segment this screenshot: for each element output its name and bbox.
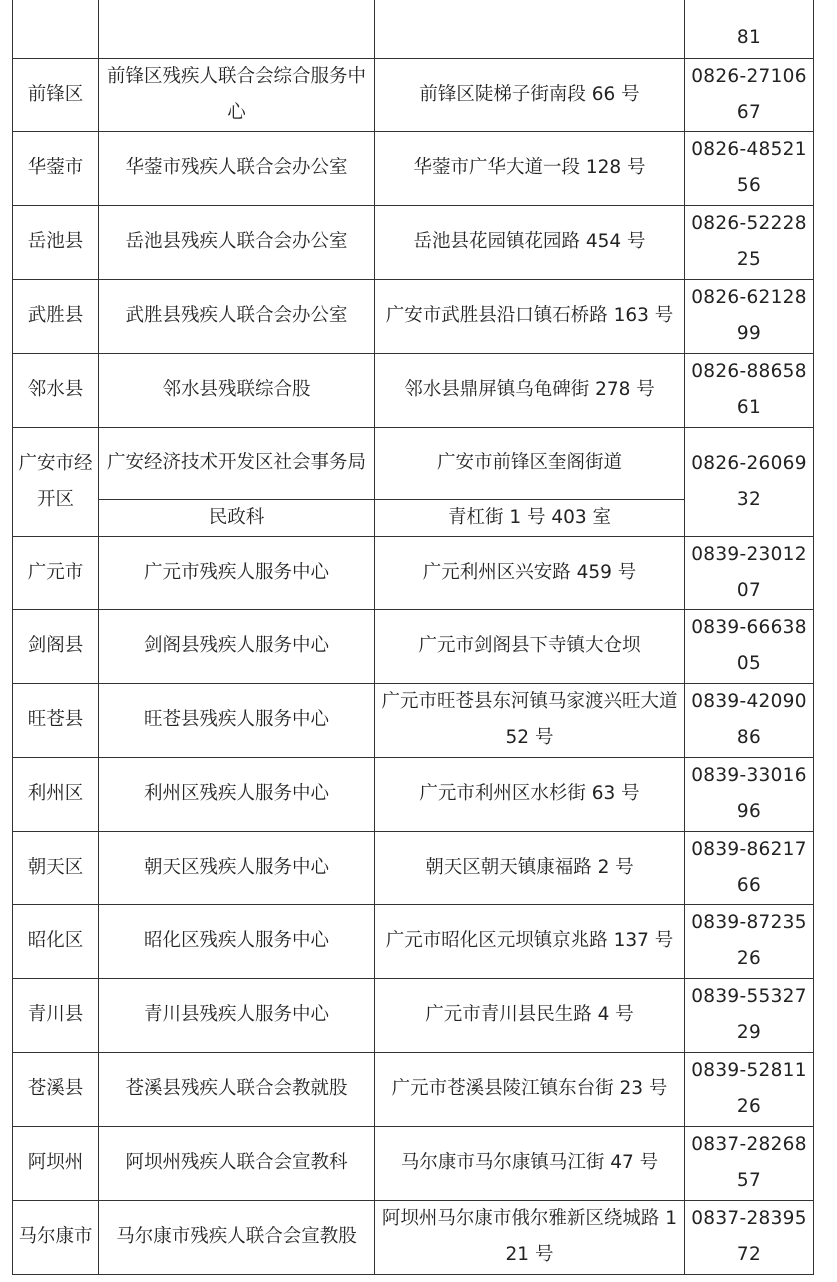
phone-cell [685,757,814,831]
phone-number-part1: 0826-62128 [691,287,807,308]
table-row [13,609,814,683]
phone-number-part2: 07 [736,579,762,601]
phone-cell [685,1200,814,1274]
phone-number-part1: 0837-28268 [691,1134,807,1155]
organization-cell: 青川县残疾人服务中心 [99,978,375,1052]
table-row [13,427,814,499]
address-cell: 前锋区陡梯子街南段 66 号 [375,58,685,131]
phone-number-part2: 57 [736,1170,762,1191]
phone-cell [685,904,814,978]
phone-number-part1: 0826-52228 [691,213,807,234]
address-cell: 岳池县花园镇花园路 454 号 [375,205,685,279]
table-row [13,904,814,978]
phone-number-part2: 26 [736,1096,762,1117]
region-cell: 昭化区 [13,904,99,978]
address-cell: 广元利州区兴安路 459 号 [375,536,685,609]
phone-number-part1: 0826-27106 [691,65,807,87]
region-cell: 青川县 [13,978,99,1052]
organization-cell: 岳池县残疾人联合会办公室 [99,205,375,279]
phone-cell [685,279,814,353]
region-cell: 武胜县 [13,279,99,353]
region-cell: 华蓥市 [13,131,99,205]
region-cell: 前锋区 [13,58,99,131]
phone-number-part2: 32 [736,488,762,510]
table-row [13,1052,814,1126]
region-cell: 旺苍县 [13,683,99,757]
phone-cell [685,609,814,683]
table-row [13,279,814,353]
phone-cell [685,131,814,205]
phone-cell [685,831,814,904]
phone-cell [685,353,814,427]
region-cell: 岳池县 [13,205,99,279]
address-cell: 广元市苍溪县陵江镇东台街 23 号 [375,1052,685,1126]
phone-number-part2: 29 [736,1022,762,1043]
phone-number-part2: 05 [736,653,762,674]
organization-cell: 旺苍县残疾人服务中心 [99,683,375,757]
table-row [13,1200,814,1274]
region-cell: 邻水县 [13,353,99,427]
phone-number-part1: 0826-88658 [691,361,807,382]
table-row [13,58,814,131]
table-row [13,757,814,831]
table-row [13,131,814,205]
organization-cell: 利州区残疾人服务中心 [99,757,375,831]
organization-cell: 剑阁县残疾人服务中心 [99,609,375,683]
region-cell: 朝天区 [13,831,99,904]
organization-cell: 民政科 [99,499,375,536]
phone-number-part1: 0839-86217 [691,838,807,860]
region-cell: 苍溪县 [13,1052,99,1126]
organization-cell: 前锋区残疾人联合会综合服务中心 [99,58,375,131]
organization-cell: 广安经济技术开发区社会事务局 [99,427,375,499]
phone-number-part1: 0839-87235 [691,912,807,933]
organization-cell: 马尔康市残疾人联合会宣教股 [99,1200,375,1274]
organization-cell: 武胜县残疾人联合会办公室 [99,279,375,353]
region-cell: 广元市 [13,536,99,609]
phone-number-part2: 67 [736,101,762,123]
organization-cell: 广元市残疾人服务中心 [99,536,375,609]
phone-number-part2: 66 [736,874,762,896]
phone-number-part2: 56 [736,175,762,196]
address-cell: 华蓥市广华大道一段 128 号 [375,131,685,205]
address-cell: 广安市前锋区奎阁街道 [375,427,685,499]
phone-cell [685,683,814,757]
address-cell: 广元市青川县民生路 4 号 [375,978,685,1052]
organization-cell: 阿坝州残疾人联合会宣教科 [99,1126,375,1200]
table-row [13,978,814,1052]
phone-number-part2: 72 [736,1244,762,1265]
organization-cell: 苍溪县残疾人联合会教就股 [99,1052,375,1126]
phone-number-part1: 0839-23012 [691,543,807,565]
address-cell: 邻水县鼎屏镇乌龟碑街 278 号 [375,353,685,427]
region-cell: 广安市经开区 [13,427,99,536]
address-cell: 广元市利州区水杉街 63 号 [375,757,685,831]
region-cell [13,0,99,58]
address-cell: 广元市昭化区元坝镇京兆路 137 号 [375,904,685,978]
address-cell: 马尔康市马尔康镇马江街 47 号 [375,1126,685,1200]
phone-number-part1: 0839-52811 [691,1060,807,1081]
phone-number-part2: 96 [736,801,762,822]
phone-number-part1: 0837-28395 [691,1208,807,1229]
table-row [13,353,814,427]
phone-number-part1: 0839-33016 [691,765,807,786]
table-row [13,205,814,279]
organization-cell: 朝天区残疾人服务中心 [99,831,375,904]
phone-cell [685,427,814,536]
phone-number-part1: 0839-55327 [691,986,807,1007]
phone-number-part2: 26 [736,948,762,969]
phone-number-part2: 61 [736,397,762,418]
phone-cell [685,58,814,131]
table-row [13,683,814,757]
phone-cell [685,1052,814,1126]
region-cell: 剑阁县 [13,609,99,683]
organization-cell: 昭化区残疾人服务中心 [99,904,375,978]
table-row [13,536,814,609]
region-cell: 阿坝州 [13,1126,99,1200]
address-cell [375,0,685,58]
table-row [13,0,814,58]
organization-cell: 邻水县残联综合股 [99,353,375,427]
phone-number-part1: 0839-42090 [691,691,807,712]
phone-number-part1: 0826-48521 [691,139,807,160]
phone-cell [685,0,814,58]
phone-cell [685,978,814,1052]
phone-number-part2: 86 [736,727,762,748]
address-cell: 广元市旺苍县东河镇马家渡兴旺大道 52 号 [375,683,685,757]
phone-number-part2: 99 [736,323,762,344]
address-cell: 朝天区朝天镇康福路 2 号 [375,831,685,904]
table-row [13,831,814,904]
address-cell: 阿坝州马尔康市俄尔雅新区绕城路 121 号 [375,1200,685,1274]
phone-number-part1: 0826-26069 [691,452,807,474]
organization-cell [99,0,375,58]
phone-number-part2: 25 [736,249,762,270]
table-row [13,1126,814,1200]
address-cell: 青杠街 1 号 403 室 [375,499,685,536]
phone-cell [685,536,814,609]
contact-directory-table [12,0,814,1275]
address-cell: 广元市剑阁县下寺镇大仓坝 [375,609,685,683]
phone-number-tail: 81 [736,26,762,48]
phone-cell [685,205,814,279]
organization-cell: 华蓥市残疾人联合会办公室 [99,131,375,205]
region-cell: 利州区 [13,757,99,831]
region-cell: 马尔康市 [13,1200,99,1274]
address-cell: 广安市武胜县沿口镇石桥路 163 号 [375,279,685,353]
phone-cell [685,1126,814,1200]
phone-number-part1: 0839-66638 [691,617,807,638]
